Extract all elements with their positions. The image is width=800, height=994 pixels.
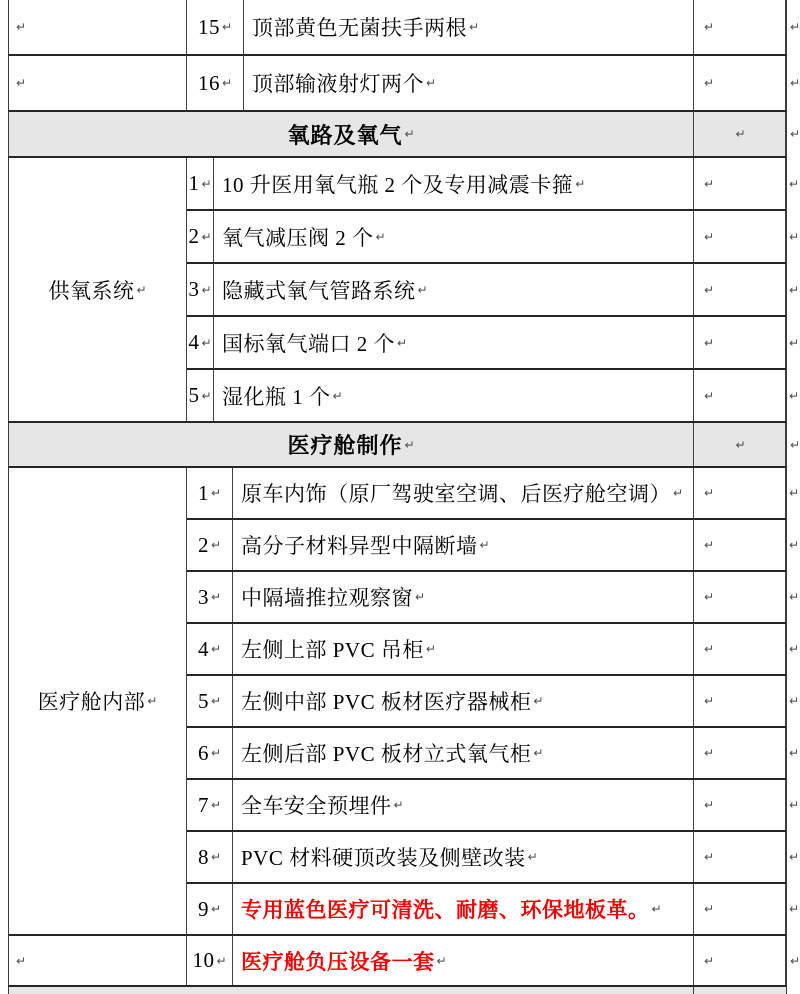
item-text-cell[interactable] [233,780,694,830]
table-row [187,264,799,317]
row-number-cell[interactable] [187,158,214,209]
end-of-cell-mark: ↵ [479,538,490,552]
item-text-cell[interactable] [233,572,694,622]
item-text-cell[interactable] [233,936,694,985]
end-of-cell-mark: ↵ [533,694,544,708]
row-number-cell[interactable] [187,317,214,368]
end-of-cell-mark: ↵ [469,20,480,34]
category-cell-empty[interactable] [9,0,187,54]
end-of-cell-mark: ↵ [704,229,715,244]
section-header-text: 氧路及氧气 [287,122,403,148]
end-of-row-mark: ↵ [788,746,799,760]
item-text: 10 升医用氧气瓶 2 个及专用减震卡箍 [222,172,574,197]
end-of-row-mark: ↵ [788,642,799,656]
row-number-cell[interactable] [187,832,233,882]
item-text: 隐藏式氧气管路系统 [222,278,416,303]
row-number-cell[interactable] [187,468,233,518]
row-number: 1 [188,171,200,195]
item-text-cell[interactable] [233,728,694,778]
oxygen-section-rows [187,158,799,421]
row-number: 4 [188,330,200,354]
item-text: 国标氧气端口 2 个 [222,331,395,356]
table-row [9,936,800,985]
item-text: 原车内饰（原厂驾驶室空调、后医疗舱空调） [241,482,671,506]
end-of-cell-mark: ↵ [704,642,715,656]
end-of-cell-mark: ↵ [210,746,222,760]
end-of-cell-mark: ↵ [704,20,715,34]
end-of-row-mark: ↵ [788,335,799,350]
table-row [187,728,799,780]
end-of-cell-mark: ↵ [136,282,147,297]
end-of-cell-mark: ↵ [216,953,227,968]
end-of-row-mark: ↵ [788,850,799,864]
item-text-cell[interactable] [214,317,694,368]
end-of-cell-mark: ↵ [210,694,222,708]
item-text: 左侧中部 PVC 板材医疗器械柜 [241,690,532,714]
remark-cell-empty[interactable] [694,780,786,830]
end-of-row-mark: ↵ [790,437,800,452]
end-of-cell-mark: ↵ [704,335,715,350]
row-number-cell[interactable] [187,572,233,622]
item-text: 氧气减压阀 2 个 [222,225,374,250]
table-row [187,884,799,936]
row-number: 4 [197,636,209,661]
section-label-cell[interactable] [9,158,187,421]
end-of-cell-mark: ↵ [575,176,586,191]
end-of-row-mark: ↵ [788,388,799,403]
section-label: 医疗舱内部 [37,690,146,714]
end-of-cell-mark: ↵ [210,902,222,916]
section-header-cell[interactable] [9,423,694,466]
end-of-row-mark: ↵ [788,798,799,812]
remark-cell-empty[interactable] [694,112,786,156]
row-number: 10 [192,948,215,972]
end-of-cell-mark: ↵ [16,953,27,968]
end-of-cell-mark: ↵ [201,282,212,297]
row-number-cell[interactable] [187,264,214,315]
section-label: 供氧系统 [48,278,135,303]
item-text: 中隔墙推拉观察窗 [241,586,413,610]
row-number-cell[interactable] [187,56,244,110]
end-of-cell-mark: ↵ [704,694,715,708]
end-of-cell-mark: ↵ [397,335,408,350]
category-cell-empty[interactable] [9,936,187,985]
oxygen-section [8,158,799,423]
item-text: 顶部输液射灯两个 [252,72,424,96]
remark-cell-empty[interactable] [694,158,786,209]
end-of-cell-mark: ↵ [704,282,715,297]
row-number: 5 [188,383,200,407]
item-text: 高分子材料异型中隔断墙 [241,534,478,558]
table-row [8,0,800,56]
remark-cell-empty[interactable] [694,520,786,570]
item-text: 左侧上部 PVC 吊柜 [241,638,424,662]
table-row [8,56,800,112]
end-of-row-mark: ↵ [788,694,799,708]
row-number-cell[interactable] [187,624,233,674]
item-text: 顶部黄色无菌扶手两根 [252,16,467,40]
end-of-cell-mark: ↵ [735,437,746,452]
end-of-row-mark: ↵ [790,76,800,90]
end-of-cell-mark: ↵ [404,127,415,141]
row-number-cell[interactable] [187,884,233,934]
row-number-cell[interactable] [187,370,214,421]
row-number: 1 [197,480,209,505]
table-row [187,211,799,264]
end-of-row-mark: ↵ [788,902,799,916]
end-of-row-mark: ↵ [788,229,799,244]
end-of-cell-mark: ↵ [533,746,544,760]
item-text-cell[interactable] [214,211,694,262]
item-text-cell[interactable] [233,676,694,726]
row-number-cell[interactable] [187,728,233,778]
end-of-cell-mark: ↵ [221,20,233,34]
section-header-text: 医疗舱制作 [287,433,403,458]
end-of-cell-mark: ↵ [16,76,27,90]
end-of-cell-mark: ↵ [415,590,426,604]
remark-cell-empty[interactable] [694,624,786,674]
next-section-header-partial [8,987,787,994]
table-row [187,832,799,884]
section-header-row [8,423,800,468]
item-text: 全车安全预埋件 [241,794,392,818]
item-text-cell[interactable] [233,624,694,674]
remark-cell-empty[interactable] [694,884,786,934]
item-text: 左侧后部 PVC 板材立式氧气柜 [241,742,532,766]
row-number-cell[interactable] [187,676,233,726]
end-of-cell-mark: ↵ [210,798,222,812]
end-of-cell-mark: ↵ [704,590,715,604]
remark-cell-empty[interactable] [694,317,786,368]
row-number-cell[interactable] [187,211,214,262]
section-header-cell[interactable] [9,112,694,156]
item-text: 湿化瓶 1 个 [222,384,331,409]
remark-cell-empty[interactable] [694,56,786,110]
end-of-cell-mark: ↵ [375,229,386,244]
row-number: 5 [197,688,209,713]
end-of-cell-mark: ↵ [210,642,222,656]
table-row [187,468,799,520]
end-of-cell-mark: ↵ [393,798,404,812]
end-of-cell-mark: ↵ [735,127,746,141]
item-text-cell[interactable] [233,520,694,570]
end-of-cell-mark: ↵ [417,282,428,297]
end-of-cell-mark: ↵ [704,76,715,90]
section-header-cell[interactable] [9,987,694,994]
end-of-cell-mark: ↵ [332,388,343,403]
item-text-cell[interactable] [233,468,694,518]
item-text-cell[interactable] [214,370,694,421]
row-number: 2 [197,532,209,557]
remark-cell-empty[interactable] [694,0,786,54]
end-of-cell-mark: ↵ [210,850,222,864]
item-text-cell[interactable] [244,0,694,54]
end-of-cell-mark: ↵ [436,953,447,968]
end-of-cell-mark: ↵ [201,335,212,350]
end-of-cell-mark: ↵ [221,76,233,90]
remark-cell-empty[interactable] [694,264,786,315]
row-number: 2 [188,224,200,248]
row-number-cell[interactable] [187,780,233,830]
end-of-cell-mark: ↵ [704,538,715,552]
item-text: 医疗舱负压设备一套 [241,949,435,974]
table-row [187,572,799,624]
end-of-cell-mark: ↵ [210,590,222,604]
end-of-row-mark: ↵ [790,953,800,968]
item-text: 专用蓝色医疗可清洗、耐磨、环保地板革。 [241,898,650,922]
table-row [187,676,799,728]
end-of-cell-mark: ↵ [425,642,436,656]
remark-cell-empty[interactable] [694,987,786,994]
item-text-cell[interactable] [233,832,694,882]
remark-cell-empty[interactable] [694,728,786,778]
row-number: 8 [197,844,209,869]
item-text: PVC 材料硬顶改装及侧壁改装 [241,846,526,870]
item-text-cell[interactable] [233,884,694,934]
row-number: 3 [197,584,209,609]
table-row [187,317,799,370]
end-of-cell-mark: ↵ [426,76,437,90]
row-number-cell[interactable] [187,936,233,985]
row-number: 16 [197,70,220,95]
end-of-cell-mark: ↵ [673,486,684,500]
table-row [187,370,799,421]
end-of-cell-mark: ↵ [704,953,715,968]
row-number-cell[interactable] [187,520,233,570]
section-header-row [8,112,800,158]
end-of-cell-mark: ↵ [704,850,715,864]
end-of-row-mark: ↵ [788,282,799,297]
end-of-cell-mark: ↵ [16,20,27,34]
row-number: 9 [197,896,209,921]
table-row [187,624,799,676]
end-of-cell-mark: ↵ [210,538,222,552]
end-of-row-mark: ↵ [788,486,799,500]
remark-cell-empty[interactable] [694,423,786,466]
end-of-cell-mark: ↵ [201,388,212,403]
end-of-cell-mark: ↵ [704,486,715,500]
end-of-cell-mark: ↵ [147,694,158,708]
remark-cell-empty[interactable] [694,936,786,985]
end-of-row-mark: ↵ [788,176,799,191]
remark-cell-empty[interactable] [694,468,786,518]
end-of-cell-mark: ↵ [704,176,715,191]
table-row [187,158,799,211]
remark-cell-empty[interactable] [694,832,786,882]
end-of-cell-mark: ↵ [651,902,662,916]
end-of-row-mark: ↵ [790,20,800,34]
table-row [187,780,799,832]
category-cell-empty[interactable] [9,56,187,110]
end-of-cell-mark: ↵ [704,388,715,403]
remark-cell-empty[interactable] [694,370,786,421]
cabin-section [8,468,800,987]
table-row [187,520,799,572]
item-text-cell[interactable] [214,158,694,209]
end-of-cell-mark: ↵ [704,746,715,760]
row-number: 6 [197,740,209,765]
row-number-cell[interactable] [187,0,244,54]
end-of-cell-mark: ↵ [704,798,715,812]
remark-cell-empty[interactable] [694,211,786,262]
row-number: 15 [197,14,220,39]
row-number: 7 [197,792,209,817]
end-of-cell-mark: ↵ [704,902,715,916]
row-number: 3 [188,277,200,301]
end-of-cell-mark: ↵ [404,437,415,452]
end-of-cell-mark: ↵ [201,229,212,244]
item-text-cell[interactable] [214,264,694,315]
end-of-row-mark: ↵ [788,590,799,604]
remark-cell-empty[interactable] [694,676,786,726]
end-of-cell-mark: ↵ [527,850,538,864]
remark-cell-empty[interactable] [694,572,786,622]
section-label-cell[interactable] [9,468,187,936]
item-text-cell[interactable] [244,56,694,110]
end-of-row-mark: ↵ [788,538,799,552]
cabin-section-rows [187,468,799,936]
end-of-row-mark: ↵ [790,127,800,141]
equipment-spec-table [8,0,800,994]
end-of-cell-mark: ↵ [201,176,212,191]
end-of-cell-mark: ↵ [210,486,222,500]
